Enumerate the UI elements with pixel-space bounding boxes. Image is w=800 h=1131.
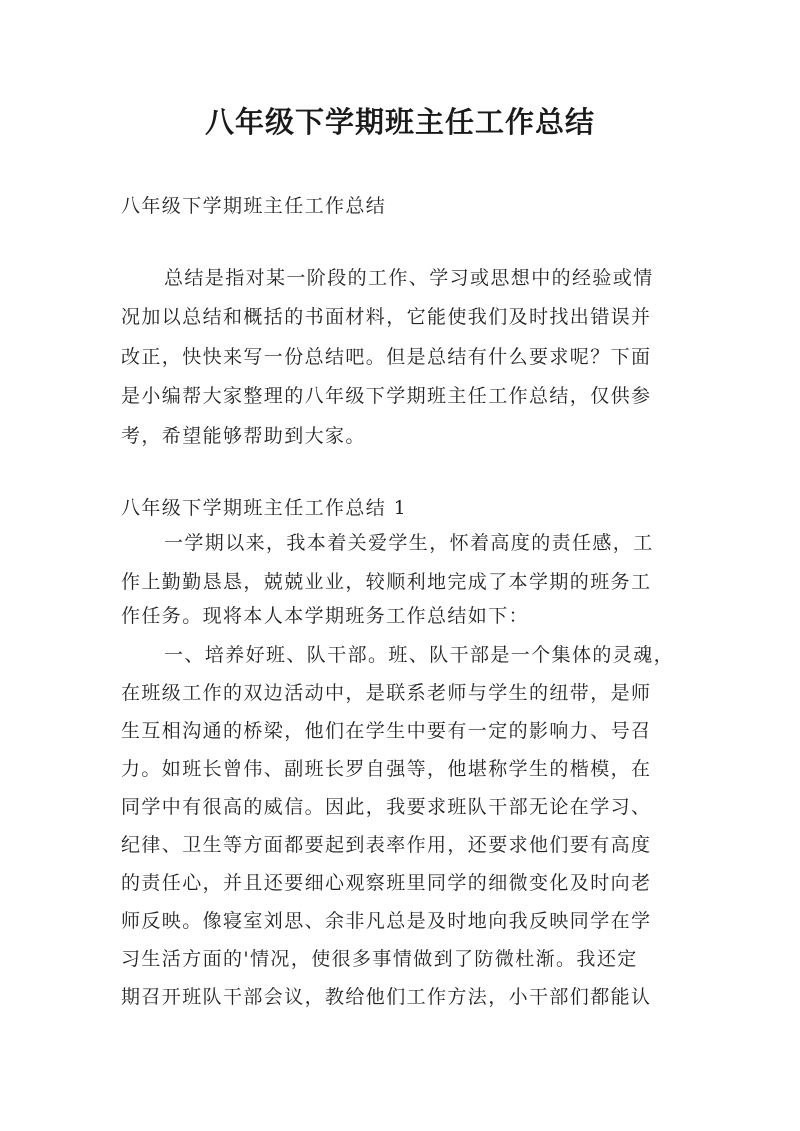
body-line: 在班级工作的双边活动中，是联系老师与学生的纽带，是师 bbox=[121, 682, 652, 704]
body-line: 作上勤勤恳恳，兢兢业业，较顺利地完成了本学期的班务工 bbox=[121, 571, 652, 593]
body-line: 生互相沟通的桥梁，他们在学生中要有一定的影响力、号召 bbox=[121, 720, 652, 742]
section-heading: 八年级下学期班主任工作总结 1 bbox=[121, 497, 408, 519]
intro-line: 是小编帮大家整理的八年级下学期班主任工作总结，仅供参 bbox=[121, 385, 652, 407]
body-line: 作任务。现将本人本学期班务工作总结如下： bbox=[121, 605, 530, 627]
intro-line: 改正，快快来写一份总结吧。但是总结有什么要求呢？下面 bbox=[121, 346, 652, 368]
body-line: 的责任心，并且还要细心观察班里同学的细微变化及时向老 bbox=[121, 872, 652, 894]
body-line: 同学中有很高的威信。因此，我要求班队干部无论在学习、 bbox=[121, 796, 652, 818]
body-line: 一学期以来，我本着关爱学生，怀着高度的责任感，工 bbox=[164, 532, 654, 554]
body-line: 力。如班长曾伟、副班长罗自强等，他堪称学生的楷模，在 bbox=[121, 758, 652, 780]
document-title: 八年级下学期班主任工作总结 bbox=[204, 105, 595, 139]
body-line: 师反映。像寝室刘思、余非凡总是及时地向我反映同学在学 bbox=[121, 910, 652, 932]
body-line: 习生活方面的'情况，使很多事情做到了防微杜渐。我还定 bbox=[121, 948, 638, 970]
body-line: 期召开班队干部会议，教给他们工作方法，小干部们都能认 bbox=[121, 986, 652, 1008]
intro-line: 考，希望能够帮助到大家。 bbox=[121, 425, 366, 447]
body-line: 纪律、卫生等方面都要起到表率作用，还要求他们要有高度 bbox=[121, 834, 652, 856]
intro-line: 况加以总结和概括的书面材料，它能使我们及时找出错误并 bbox=[121, 306, 652, 328]
body-line: 一、培养好班、队干部。班、队干部是一个集体的灵魂， bbox=[164, 644, 675, 666]
document-subtitle: 八年级下学期班主任工作总结 bbox=[121, 195, 387, 217]
intro-line: 总结是指对某一阶段的工作、学习或思想中的经验或情 bbox=[164, 267, 654, 289]
